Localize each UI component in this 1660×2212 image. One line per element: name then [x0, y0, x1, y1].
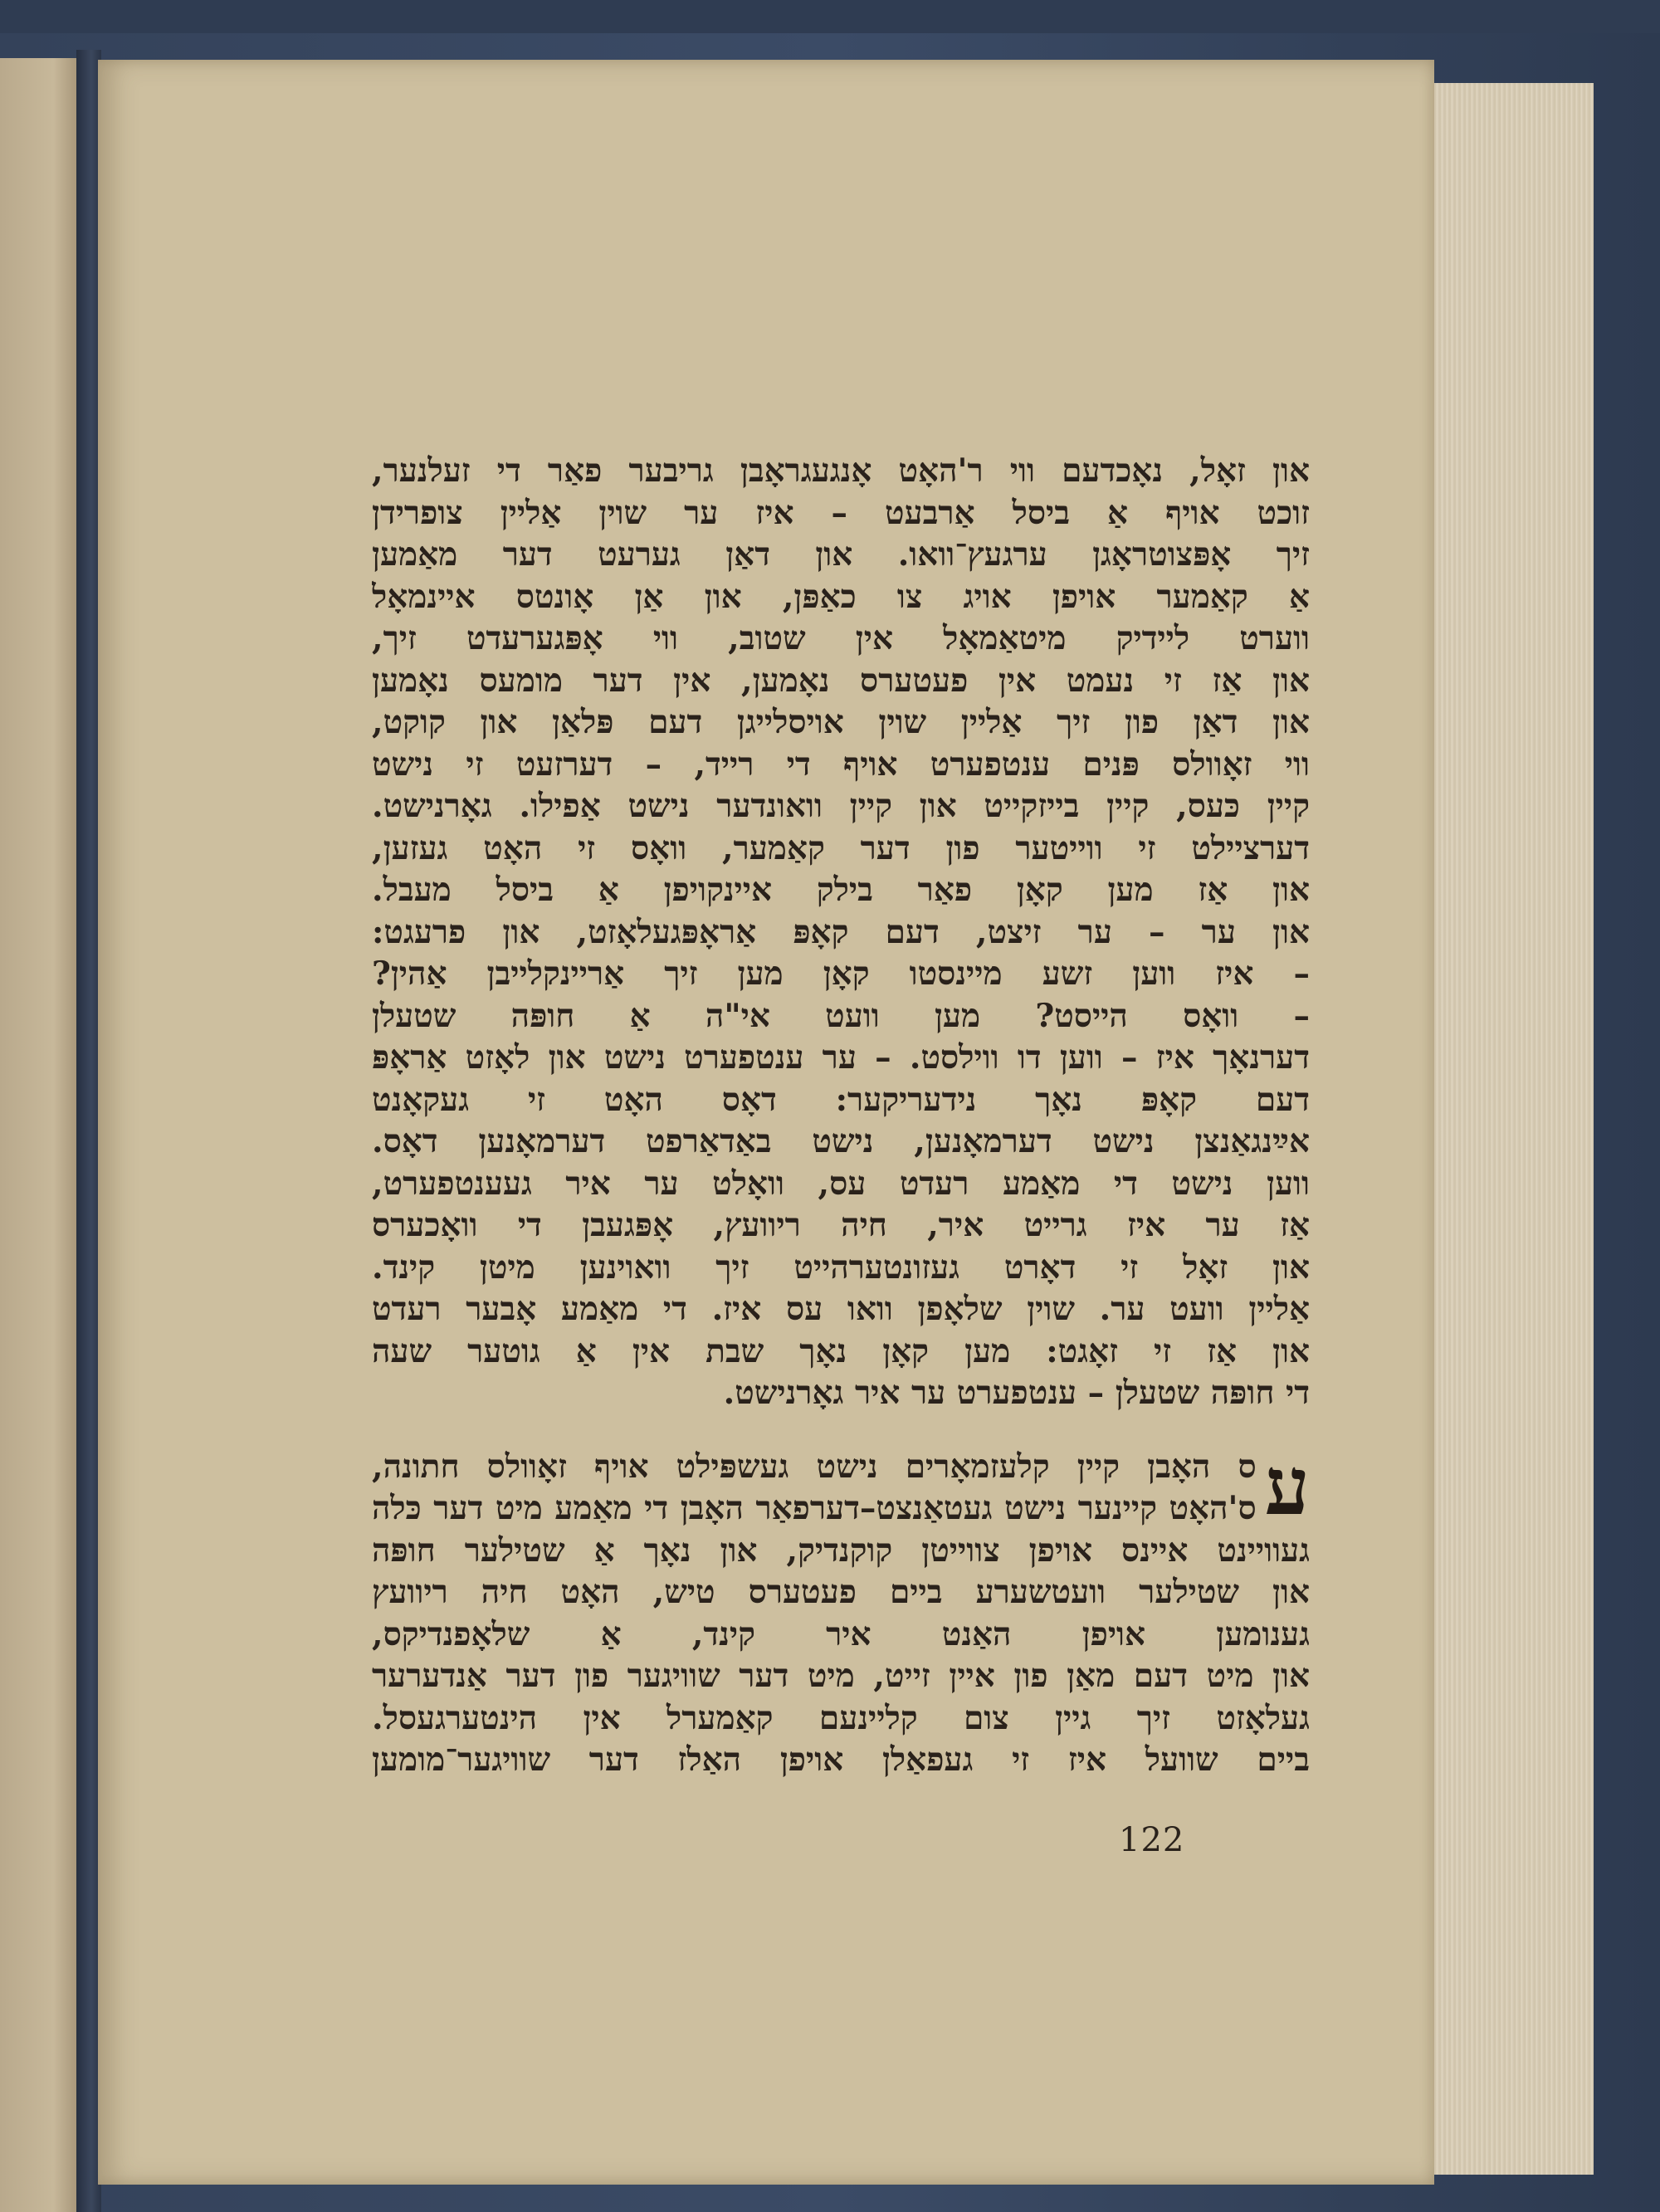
- text-line: און שטילער וועטשערע ביים פעטערס טיש, האָט חיה ריוועץ: [372, 1573, 1310, 1611]
- book-page: [98, 60, 1434, 2185]
- text-line: געוויינט איינס אויפן צווייטן קוקנדיק, און נאָך אַ שטילער חופּה: [372, 1531, 1310, 1570]
- text-line: זוכט אויף אַ ביסל אַרבעט – איז ער שוין אַליין צופרידן: [372, 493, 1310, 532]
- text-line: און זאָל זי דאָרט געזונטערהייט זיך וואוינען מיטן קינד.: [372, 1248, 1310, 1287]
- text-line: ווי זאָוולס פּנים ענטפערט אויף די רייד, – דערזעט זי נישט: [372, 745, 1310, 784]
- text-line: און אַז זי זאָגט: מען קאָן נאָך שבת אין אַ גוטער שעה: [372, 1331, 1310, 1370]
- text-line: געלאָזט זיך גיין צום קליינעם קאַמערל אין הינטערגעסל.: [372, 1698, 1310, 1737]
- text-line: קיין כּעס, קיין בייזקייט און קיין וואונדער נישט אַפילו. גאָרנישט.: [372, 787, 1310, 825]
- text-line: ביים שוועל איז זי געפאַלן אויפן האַלז דער שוויגער־מומען: [372, 1741, 1310, 1779]
- text-line: אַז ער איז גרייט איר, חיה ריוועץ, אָפּגעבן די וואָכערס: [372, 1206, 1310, 1244]
- text-line: און זאָל, נאָכדעם ווי ר'האָט אָנגעגראָבן גריבער פאַר די זעלנער,: [372, 452, 1310, 490]
- text-line: דעם קאָפּ נאָך נידעריקער: דאָס האָט זי געקאָנט: [372, 1080, 1310, 1119]
- text-line: און ער – ער זיצט, דעם קאָפּ אַראָפּגעלאָזט, און פרעגט:: [372, 912, 1310, 951]
- text-line: גענומען אויפן האַנט איר קינד, אַ שלאָפנדיקס,: [372, 1614, 1310, 1653]
- paragraph-2: [372, 1438, 1310, 1781]
- page-number: 122: [1119, 1821, 1185, 1859]
- text-line: ס האָבן קיין קלעזמאָרים נישט געשפּילט אויף זאָוולס חתונה,: [372, 1447, 1257, 1486]
- paragraph-1: [372, 450, 1310, 1414]
- text-block: [372, 450, 1310, 1781]
- text-line: אײַנגאַנצן נישט דערמאָנען, נישט באַדאַרפט דערמאָנען דאָס.: [372, 1122, 1310, 1160]
- text-line: די חופּה שטעלן – ענטפערט ער איר גאָרנישט.: [723, 1374, 1310, 1412]
- text-line: ווען נישט די מאַמע רעדט עס, וואָלט ער איר געענטפערט,: [372, 1164, 1310, 1203]
- previous-page-edge: [0, 58, 79, 2212]
- page-edges: [1428, 83, 1594, 2175]
- text-line: ווערט ליידיק מיטאַמאָל אין שטוב, ווי אָפּגערעדט זיך,: [372, 619, 1310, 657]
- text-line: זיך אָפּצוטראָגן ערגעץ־וואו. און דאַן גערעט דער מאַמען: [372, 535, 1310, 574]
- text-line: אַ קאַמער אויפן אויג צו כאַפּן, און אַן אָונטס איינמאָל: [372, 577, 1310, 616]
- text-line: אַליין וועט ער. שוין שלאָפן וואו עס איז. די מאַמע אָבער רעדט: [372, 1290, 1310, 1328]
- text-line: און אַז זי נעמט אין פעטערס נאָמען, אין דער מומעס נאָמען: [372, 661, 1310, 700]
- text-line: – איז ווען זשע מיינסטו קאָן מען זיך אַריינקלייבן אַהין?: [372, 955, 1310, 993]
- text-line: דערנאָך איז – ווען דו ווילסט. – ער ענטפערט נישט און לאָזט אַראָפּ: [372, 1038, 1310, 1077]
- text-line: דערציילט זי ווייטער פון דער קאַמער, וואָס זי האָט געזען,: [372, 828, 1310, 867]
- text-line: – וואָס הייסט? מען וועט אי"ה אַ חופּה שטעלן: [372, 996, 1310, 1035]
- text-line: ס'האָט קיינער נישט געטאַנצט–דערפאַר האָבן די מאַמע מיט דער כּלה: [372, 1489, 1257, 1527]
- text-line: און דאַן פון זיך אַליין שוין אויסלייגן דעם פּלאַן און קוקט,: [372, 703, 1310, 741]
- paragraph-gap: [372, 1414, 1310, 1446]
- text-line: און מיט דעם מאַן פון איין זייט, מיט דער שוויגער פון דער אַנדערער: [372, 1657, 1310, 1695]
- text-line: און אַז מען קאָן פאַר בילק איינקויפן אַ ביסל מעבל.: [372, 871, 1310, 909]
- drop-cap: ע: [1264, 1438, 1310, 1533]
